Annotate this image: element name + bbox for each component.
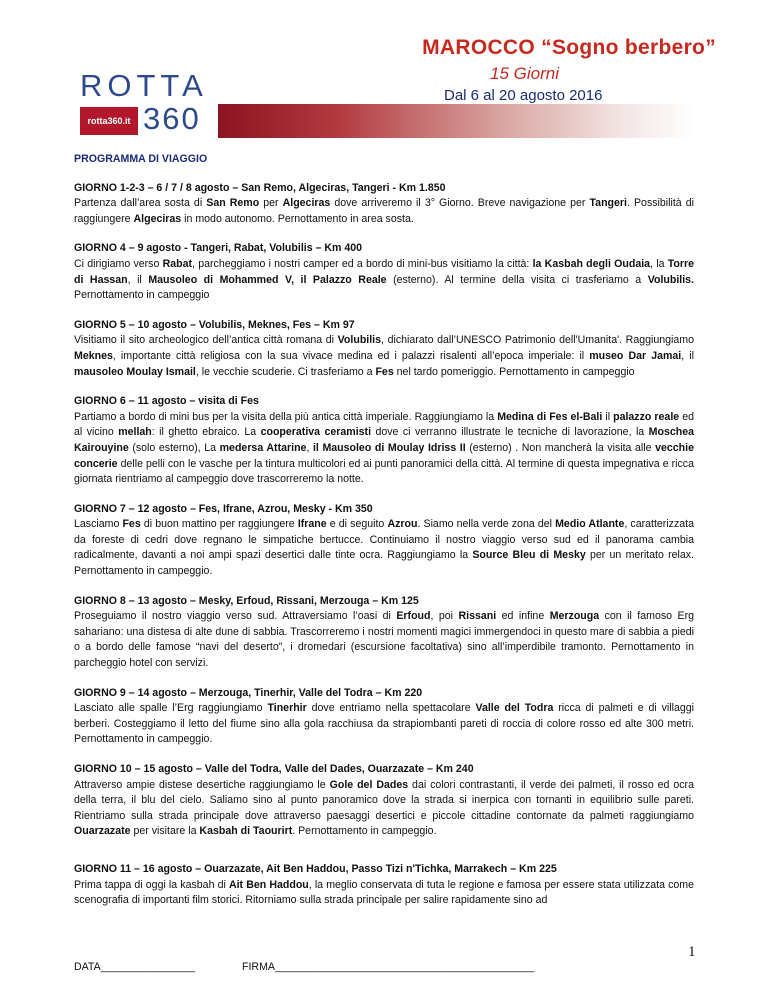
highlight-text: Rabat: [162, 257, 193, 270]
highlight-text: il Mausoleo di Moulay Idriss II: [312, 441, 466, 454]
highlight-text: Source Bleu di Mesky: [472, 549, 586, 562]
body-text: di buon mattino per raggiungere: [140, 518, 298, 531]
day-description: [74, 609, 694, 671]
body-text: Attraverso ampie distese desertiche raggiungiamo le: [74, 778, 330, 791]
body-text: , poi: [430, 610, 459, 623]
highlight-text: Erfoud: [396, 610, 431, 623]
day-title: GIORNO 10 – 15 agosto – Valle del Todra, Valle del Dades, Ouarzazate – Km 240: [74, 763, 474, 775]
body-text: delle pelli con le vasche per la tintura multicolori ed ai punti panoramici della città. Al termine di questa impegnativa e ricca giornata rientriamo al campeggio dove trascorreremo la notte.: [74, 457, 694, 486]
body-text: Prima tappa di oggi la kasbah di: [74, 878, 229, 891]
highlight-text: Volubilis.: [647, 273, 695, 286]
body-text: ricca di palmeti e di villaggi berberi. Costeggiamo il letto del fiume sino alla gola racchiusa da strapiombanti pareti di roccia di colore rosso ed alte 300 metri. Pernottamento in campeggio.: [74, 702, 695, 746]
logo-badge: rotta360.it: [80, 107, 138, 135]
body-text: (esterno) . Non mancherà la visita alle: [465, 441, 656, 454]
body-text: , importante città religiosa con la sua vivace medina ed i palazzi risalenti all’epoca imperiale: il: [112, 349, 590, 362]
highlight-text: Gole del Dades: [329, 778, 409, 791]
body-text: ed al vicino: [74, 410, 694, 439]
body-text: in modo autonomo. Pernottamento in area sosta.: [181, 212, 414, 225]
highlight-text: Mausoleo di Mohammed V, il Palazzo Reale: [148, 273, 387, 286]
highlight-text: Volubilis: [337, 334, 382, 347]
body-text: , il: [127, 273, 149, 286]
itinerary-day: [74, 762, 694, 840]
highlight-text: cooperativa ceramisti: [260, 426, 372, 439]
body-text: , la meglio conservata di tuta le regione e famosa per essere stata utilizzata come scenografia di importanti film storici. Ritorniamo sulla strada principale per salire rapidamente sino ad: [74, 878, 694, 907]
highlight-text: museo Dar Jamai: [589, 349, 682, 362]
body-text: , caratterizzata da foreste di cedri dove regnano le simpatiche bertucce. Continuiamo il nostro viaggio verso sud ed il panorama cambia radicalmente, davanti a noi ampi spazi desertici dalle tinte ocra. Raggiungiamo la: [74, 518, 694, 562]
section-title: PROGRAMMA DI VIAGGIO: [74, 153, 208, 165]
highlight-text: Ouarzazate: [74, 825, 131, 838]
body-text: . Siamo nella verde zona del: [417, 518, 556, 531]
body-text: Partiamo a bordo di mini bus per la visita della più antica città imperiale. Raggiungiamo la: [74, 410, 498, 423]
trip-duration: 15 Giorni: [490, 64, 559, 83]
body-text: : il ghetto ebraico. La: [151, 426, 261, 439]
day-description: [74, 778, 694, 840]
body-text: per visitare la: [130, 825, 200, 838]
day-title: GIORNO 9 – 14 agosto – Merzouga, Tinerhir, Valle del Todra – Km 220: [74, 686, 423, 699]
body-text: . Pernottamento in campeggio.: [292, 825, 437, 838]
body-text: , il: [681, 349, 694, 362]
highlight-text: Medio Atlante: [555, 518, 625, 531]
body-text: , le vecchie scuderie. Ci trasferiamo a: [195, 365, 376, 378]
highlight-text: Algeciras: [133, 212, 182, 225]
body-text: , dichiarato dall’UNESCO Patrimonio dell'Umanita'. Raggiungiamo: [381, 334, 694, 347]
itinerary-day: [74, 181, 694, 228]
body-text: (esterno). Al termine della visita ci trasferiamo a: [386, 273, 648, 286]
body-text: , parcheggiamo i nostri camper ed a bordo di mini-bus visitiamo la città:: [192, 257, 533, 270]
itinerary-day: [74, 594, 694, 672]
day-description: [74, 257, 694, 304]
body-text: nel tardo pomeriggio. Pernottamento in campeggio: [393, 365, 635, 378]
day-title: GIORNO 4 – 9 agosto - Tangeri, Rabat, Volubilis – Km 400: [74, 242, 363, 255]
document-body: [74, 152, 694, 923]
highlight-text: Medina di Fes el-Bali: [497, 410, 603, 423]
day-description: [74, 410, 694, 488]
trip-title: MAROCCO “Sogno berbero”: [422, 36, 716, 59]
highlight-text: Algeciras: [282, 197, 331, 210]
page-header: [0, 0, 768, 150]
logo-word: ROTTA: [80, 68, 208, 103]
body-text: , la: [650, 257, 668, 270]
highlight-text: Fes: [122, 518, 141, 531]
itinerary-days: [74, 181, 694, 909]
highlight-text: Meknes: [74, 349, 113, 362]
body-text: dai colori contrastanti, il verde dei palmeti, il rosso ed ocra della terra, il blu del cielo. Saliamo sino al punto panoramico dove la strada si inerpica con tornanti in equilibrio sulle pareti. Rientriamo sulla strada principale dove attraverso paesaggi desertici e piccole cittadine contornate da palmeti raggiungiamo: [74, 778, 694, 822]
day-title: GIORNO 7 – 12 agosto – Fes, Ifrane, Azrou, Mesky - Km 350: [74, 502, 373, 515]
day-title: GIORNO 11 – 16 agosto – Ouarzazate, Ait Ben Haddou, Passo Tizi n'Tichka, Marrakech – Km 225: [74, 862, 557, 875]
day-title: GIORNO 1-2-3 – 6 / 7 / 8 agosto – San Remo, Algeciras, Tangeri - Km 1.850: [74, 181, 446, 194]
itinerary-day: [74, 394, 694, 488]
highlight-text: palazzo reale: [613, 410, 680, 423]
page-number: 1: [688, 944, 696, 960]
highlight-text: Valle del Todra: [475, 702, 554, 715]
highlight-text: Merzouga: [549, 610, 600, 623]
body-text: (solo esterno), La: [128, 441, 220, 454]
rotta360-logo: [80, 70, 215, 138]
itinerary-day: [74, 241, 694, 303]
body-text: Lasciato alle spalle l’Erg raggiungiamo: [74, 702, 268, 715]
body-text: Ci dirigiamo verso: [74, 257, 163, 270]
highlight-text: mausoleo Moulay Ismail: [74, 365, 196, 378]
itinerary-day: [74, 862, 694, 909]
highlight-text: Tangeri: [589, 197, 627, 210]
day-description: [74, 333, 694, 380]
body-text: il: [602, 410, 614, 423]
body-text: con il famoso Erg sahariano: una distesa di alte dune di sabbia. Trascorreremo i nostri momenti magici immergendoci in questo mare di sabbia a piedi o a bordo delle famose “navi del deserto”, i dromedari (escursione facoltativa) sino all’imperdibile tramonto. Pernottamento in parcheggio hotel con servizi.: [74, 610, 694, 670]
day-description: [74, 878, 694, 909]
body-text: Pernottamento in campeggio: [74, 289, 210, 302]
body-text: per: [259, 197, 283, 210]
day-title: GIORNO 8 – 13 agosto – Mesky, Erfoud, Rissani, Merzouga – Km 125: [74, 594, 419, 607]
body-text: . Possibilità di raggiungere: [74, 197, 694, 225]
highlight-text: Torre di Hassan: [74, 257, 694, 286]
highlight-text: Fes: [375, 365, 394, 378]
highlight-text: medersa Attarine: [219, 441, 307, 454]
highlight-text: la Kasbah degli Oudaia: [532, 257, 651, 270]
highlight-text: Ifrane: [297, 518, 327, 531]
itinerary-day: [74, 502, 694, 580]
trip-dates: Dal 6 al 20 agosto 2016: [444, 87, 603, 104]
body-text: per un meritato relax. Pernottamento in campeggio.: [74, 549, 694, 578]
highlight-text: Azrou: [387, 518, 418, 531]
highlight-text: Tinerhir: [267, 702, 307, 715]
day-description: [74, 196, 694, 227]
header-gradient-bar: [218, 104, 696, 138]
highlight-text: vecchie concerie: [74, 441, 694, 470]
body-text: Lasciamo: [74, 518, 123, 531]
highlight-text: San Remo: [206, 197, 260, 210]
itinerary-day: [74, 318, 694, 380]
body-text: Proseguiamo il nostro viaggio verso sud. Attraversiamo l’oasi di: [74, 610, 397, 623]
logo-number: 360: [143, 101, 201, 136]
date-field: DATA________________: [74, 961, 195, 973]
body-text: ,: [306, 441, 313, 454]
body-text: dove arriveremo il 3° Giorno. Breve navigazione per: [330, 197, 590, 210]
body-text: e di seguito: [326, 518, 388, 531]
day-description: [74, 701, 694, 748]
itinerary-day: [74, 686, 694, 748]
body-text: dove ci verranno illustrate le tecniche di lavorazione, la: [371, 426, 649, 439]
body-text: dove entriamo nella spettacolare: [306, 702, 476, 715]
highlight-text: Rissani: [458, 610, 497, 623]
day-title: GIORNO 6 – 11 agosto – visita di Fes: [74, 395, 259, 408]
day-title: GIORNO 5 – 10 agosto – Volubilis, Meknes, Fes – Km 97: [74, 318, 355, 331]
highlight-text: Moschea Kairouyine: [74, 426, 694, 454]
highlight-text: Kasbah di Taourirt: [199, 825, 293, 838]
body-text: ed infine: [496, 610, 550, 623]
highlight-text: mellah: [118, 426, 152, 439]
day-description: [74, 517, 694, 579]
body-text: Partenza dall’area sosta di: [74, 197, 207, 210]
highlight-text: Ait Ben Haddou: [228, 878, 309, 891]
signature-field: FIRMA____________________________________________: [242, 961, 535, 973]
body-text: Visitiamo il sito archeologico dell’antica città romana di: [74, 334, 338, 347]
